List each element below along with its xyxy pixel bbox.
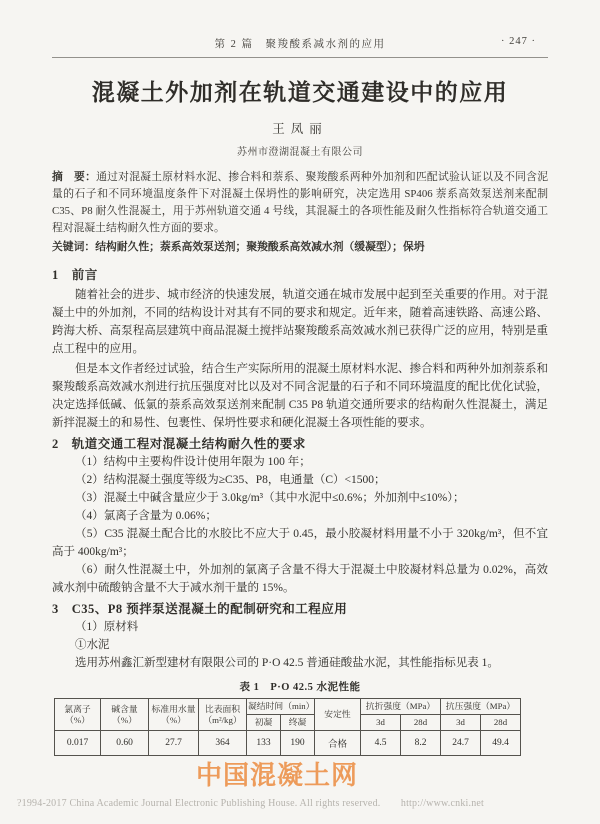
- section-2-item-6: （6）耐久性混凝土中，外加剂的氯离子含量不得大于混凝土中胶凝材料总量为 0.02%，高效减水剂中硫酸钠含量不大于减水剂干量的 15%。: [52, 564, 548, 594]
- col-header-specific-surface-unit: （m²/kg）: [203, 714, 242, 725]
- cell-final-set-value: 190: [281, 731, 315, 756]
- col-header-final-set: 终凝: [281, 715, 315, 731]
- section-2-heading: 2 轨道交通工程对混凝土结构耐久性的要求: [52, 437, 306, 451]
- cement-properties-table: [54, 698, 521, 756]
- section-1-paragraph-1: 随着社会的进步、城市经济的快速发展，轨道交通在城市发展中起到至关重要的作用。对于混凝土中的外加剂，不同的结构设计对其有不同的要求和规定。近年来，随着高速铁路、高速公路、跨海大桥、高泵程高层建筑中商品混凝土搅拌站聚羧酸系高效减水剂已获得广泛的应用，特别是重点工程中的应用。: [52, 289, 548, 355]
- col-header-standard-water: [149, 699, 199, 731]
- table-header-row-1: [55, 699, 521, 715]
- col-header-compressive-3d: 3d: [441, 715, 481, 731]
- running-header-chapter: 第 2 篇 聚羧酸系减水剂的应用: [214, 39, 386, 50]
- col-header-standard-water-unit: （%）: [161, 714, 186, 725]
- col-header-initial-set: 初凝: [247, 715, 281, 731]
- abstract-label: 摘 要：: [52, 171, 97, 183]
- cell-chloride-value: 0.017: [55, 731, 101, 756]
- keywords-text: 结构耐久性；萘系高效泵送剂；聚羧酸系高效减水剂（缓凝型）；保坍: [95, 241, 425, 253]
- col-header-chloride-label: 氯离子: [64, 703, 91, 714]
- col-header-flexural-3d: 3d: [361, 715, 401, 731]
- abstract-paragraph: [52, 169, 548, 237]
- col-header-alkali-label: 碱含量: [111, 703, 138, 714]
- table-data-row: [55, 731, 521, 756]
- col-header-standard-water-label: 标准用水量: [151, 703, 196, 714]
- site-watermark: 中国混凝土网: [196, 760, 359, 790]
- section-2-item-5: （5）C35 混凝土配合比的水胶比不应大于 0.45，最小胶凝材料用量不小于 320kg/m³，但不宜高于 400kg/m³；: [52, 528, 548, 558]
- section-3-paragraph-1: 选用苏州鑫汇新型建材有限限公司的 P·O 42.5 普通硅酸盐水泥，其性能指标见表 1。: [75, 657, 499, 669]
- section-1-heading: 1 前言: [52, 268, 98, 282]
- cell-alkali-value: 0.60: [101, 731, 149, 756]
- running-header: [52, 36, 548, 50]
- col-header-chloride: [55, 699, 101, 731]
- col-header-setting-time-group: 凝结时间（min）: [247, 699, 315, 715]
- article-author: 王凤丽: [272, 122, 328, 136]
- col-header-flexural-28d: 28d: [401, 715, 441, 731]
- col-header-compressive-group: 抗压强度（MPa）: [441, 699, 521, 715]
- col-header-chloride-unit: （%）: [65, 714, 90, 725]
- cell-specific-surface-value: 364: [199, 731, 247, 756]
- section-3-subitem-materials: （1）原材料: [75, 621, 139, 633]
- col-header-specific-surface-label: 比表面积: [204, 703, 241, 714]
- article-affiliation: 苏州市澄湖混凝土有限公司: [237, 147, 363, 158]
- cell-compressive-3d-value: 24.7: [441, 731, 481, 756]
- col-header-soundness: 安定性: [315, 699, 361, 731]
- col-header-flexural-group: 抗折强度（MPa）: [361, 699, 441, 715]
- cell-flexural-28d-value: 8.2: [401, 731, 441, 756]
- section-2-item-1: （1）结构中主要构件设计使用年限为 100 年；: [75, 456, 311, 468]
- keywords-paragraph: [52, 239, 548, 256]
- abstract-text: 通过对混凝土原材料水泥、掺合料和萘系、聚羧酸系两种外加剂和匹配试验认证以及不同含泥量的石子和不同环境温度条件下对混凝土保坍性的影响研究，决定选用 SP406 萘系高效泵送剂来配制 C35、P8 耐久性混凝土，用于苏州轨道交通 4 号线，其混凝土的各项性能及耐久性指标符合轨道交通工程对混凝土结构耐久性方面的要求。: [52, 171, 548, 234]
- section-1-paragraph-2: 但是本文作者经过试验，结合生产实际所用的混凝土原材料水泥、掺合料和两种外加剂萘系和聚羧酸系高效减水剂进行抗压强度对比以及对不同含泥量的石子和不同环境温度的配比优化试验，决定选择低碱、低氯的萘系高效泵送剂来配制 C35 P8 轨道交通所要求的结构耐久性混凝土，满足新拌混凝土的和易性、包裹性、保坍性要求和硬化混凝土各项性能的要求。: [52, 363, 548, 429]
- col-header-alkali: [101, 699, 149, 731]
- section-2-item-4: （4）氯离子含量为 0.06%；: [75, 510, 217, 522]
- table-1-caption: 表 1 P·O 42.5 水泥性能: [239, 682, 361, 693]
- section-2-item-3: （3）混凝土中碱含量应少于 3.0kg/m³（其中水泥中≤0.6%；外加剂中≤10%）；: [75, 492, 465, 504]
- copyright-line: ?1994-2017 China Academic Journal Electronic Publishing House. All rights reserved. http://www.cnki.net: [17, 798, 485, 809]
- section-3-heading: 3 C35、P8 预拌泵送混凝土的配制研究和工程应用: [52, 602, 348, 616]
- cell-flexural-3d-value: 4.5: [361, 731, 401, 756]
- col-header-specific-surface: [199, 699, 247, 731]
- article-title: 混凝土外加剂在轨道交通建设中的应用: [91, 80, 509, 105]
- cell-initial-set-value: 133: [247, 731, 281, 756]
- section-3-subitem-cement: ①水泥: [75, 639, 110, 651]
- section-2-item-2: （2）结构混凝土强度等级为≥C35、P8，电通量（C）<1500；: [75, 474, 386, 486]
- col-header-compressive-28d: 28d: [481, 715, 521, 731]
- header-rule: [52, 57, 548, 58]
- cell-standard-water-value: 27.7: [149, 731, 199, 756]
- cell-soundness-value: 合格: [315, 731, 361, 756]
- cell-compressive-28d-value: 49.4: [481, 731, 521, 756]
- col-header-alkali-unit: （%）: [112, 714, 137, 725]
- running-header-page-number: · 247 ·: [501, 36, 536, 47]
- keywords-label: 关键词：: [52, 241, 96, 253]
